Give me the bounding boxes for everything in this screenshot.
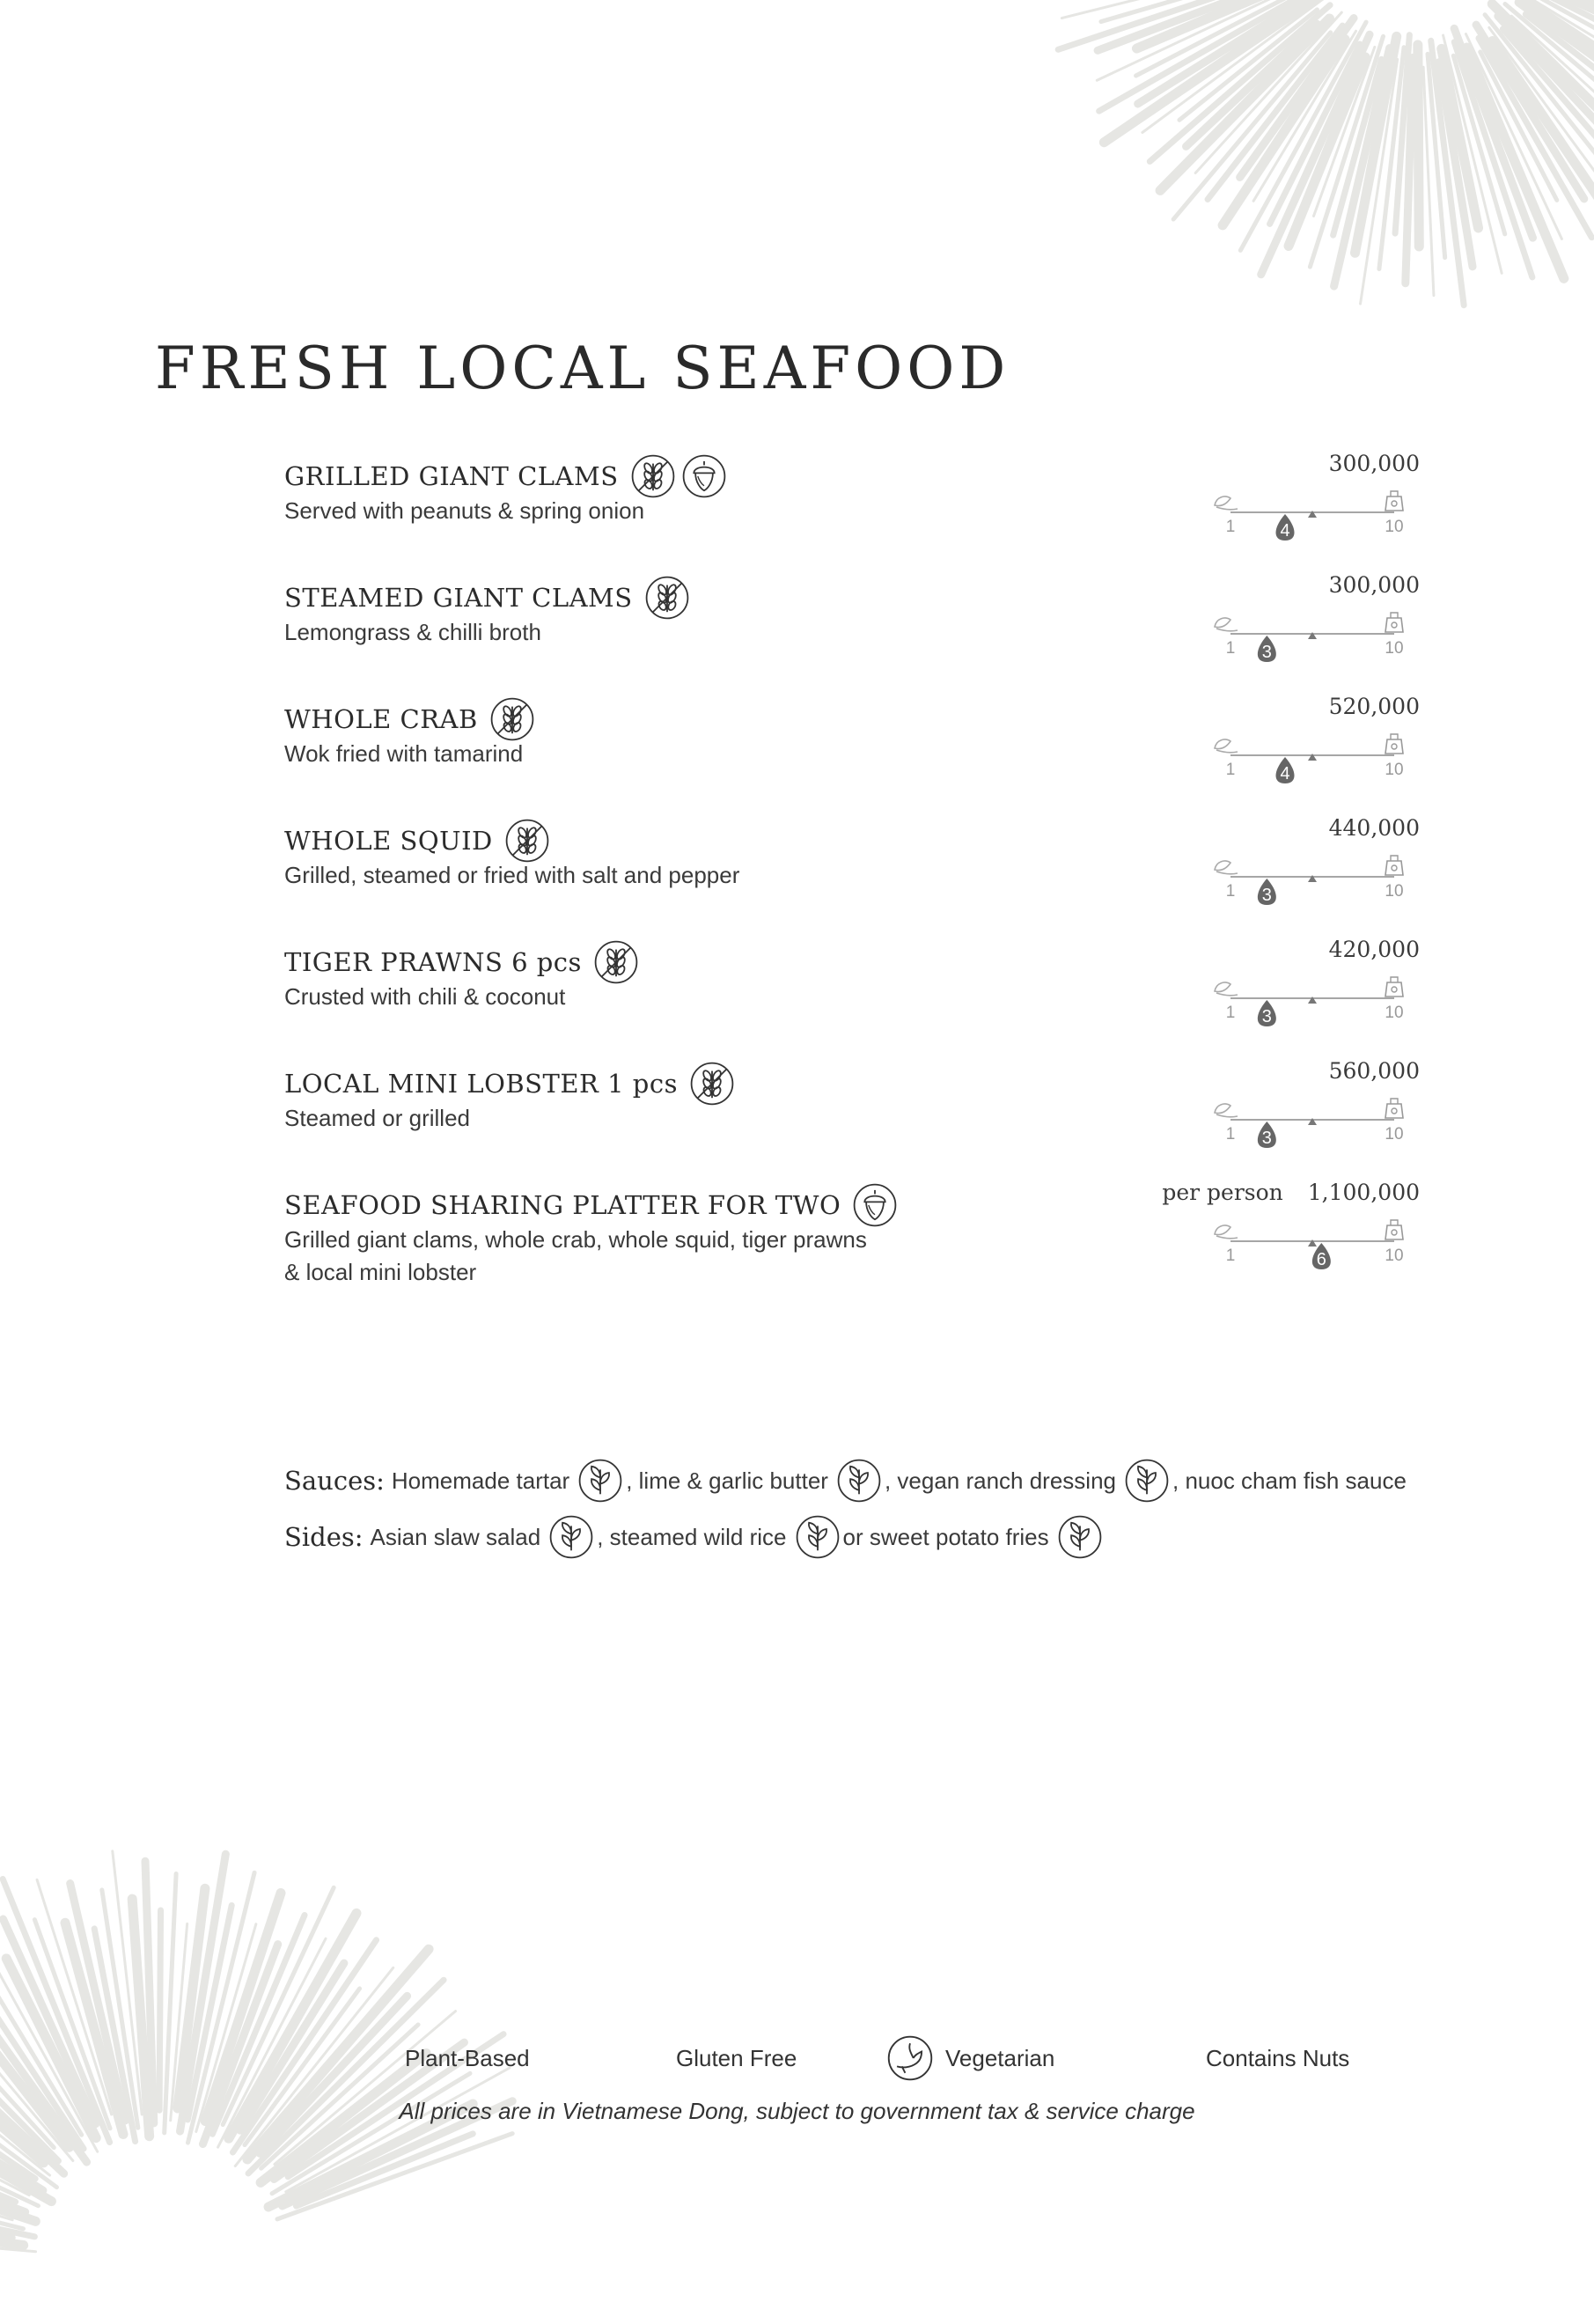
menu-item-price: 560,000 <box>1328 1058 1420 1084</box>
menu-item-name <box>284 938 640 986</box>
menu-item-description: Wok fried with tamarind <box>284 740 524 767</box>
menu-item-description: Served with peanuts & spring onion <box>284 497 645 524</box>
mild-leaf-icon <box>1215 982 1238 996</box>
menu-item-name-text: TIGER PRAWNS 6 pcs <box>284 947 582 977</box>
spice-max-label: 10 <box>1385 1004 1404 1022</box>
menu-item <box>284 692 1420 798</box>
menu-item-price: 420,000 <box>1328 937 1420 962</box>
contains-nuts-icon <box>1146 2034 1195 2083</box>
dietary-icons <box>688 1060 736 1107</box>
spice-scale <box>1211 972 1407 1038</box>
section-title: FRESH LOCAL SEAFOOD <box>155 335 1010 402</box>
hot-pot-icon <box>1385 613 1403 632</box>
spice-level-value: 3 <box>1261 643 1272 662</box>
gluten-free-icon <box>488 695 536 743</box>
price-disclaimer: All prices are in Vietnamese Dong, subject to government tax & service charge <box>399 2098 1195 2124</box>
spice-scale <box>1211 1215 1407 1281</box>
menu-item-name <box>284 695 536 743</box>
spice-min-label: 1 <box>1225 882 1236 901</box>
gluten-free-icon <box>643 574 691 621</box>
plant-based-icon <box>547 1513 595 1561</box>
spice-max-label: 10 <box>1385 761 1404 779</box>
sauces-option: , vegan ranch dressing <box>884 1467 1116 1494</box>
sides-line <box>284 1509 1517 1565</box>
menu-item-price-wrap <box>1329 451 1420 476</box>
menu-item-description: Grilled giant clams, whole crab, whole squid, tiger prawns & local mini lobster <box>284 1226 867 1285</box>
spice-scale <box>1211 486 1407 552</box>
spice-max-label: 10 <box>1385 1247 1404 1265</box>
dietary-legend <box>345 2034 1401 2083</box>
hot-pot-icon <box>1385 977 1403 997</box>
hot-pot-icon <box>1385 734 1403 754</box>
spice-min-label: 1 <box>1225 761 1236 779</box>
gluten-free-icon <box>688 1060 736 1107</box>
spice-min-label: 1 <box>1225 1125 1236 1144</box>
hot-pot-icon <box>1385 491 1403 511</box>
menu-item <box>284 449 1420 555</box>
menu-item <box>284 935 1420 1041</box>
spice-midpoint-marker <box>1308 997 1317 1004</box>
sauces-option: , lime & garlic butter <box>626 1467 828 1494</box>
sauces-option: Homemade tartar <box>391 1467 570 1494</box>
sauces-line <box>284 1452 1517 1509</box>
legend-plant-based-label: Plant-Based <box>405 2044 530 2071</box>
hot-pot-icon <box>1385 1220 1403 1239</box>
spice-max-label: 10 <box>1385 518 1404 536</box>
spice-min-label: 1 <box>1225 518 1236 536</box>
menu-item-price-wrap <box>1329 937 1420 962</box>
legend-contains-nuts <box>1146 2034 1349 2083</box>
plant-based-icon <box>1123 1457 1171 1504</box>
gluten-free-icon <box>629 452 677 500</box>
sides-option: , steamed wild rice <box>597 1523 787 1550</box>
menu-item-name-text: STEAMED GIANT CLAMS <box>284 583 633 613</box>
menu-item-name <box>284 1060 736 1107</box>
contains-nuts-icon <box>851 1181 899 1229</box>
mild-leaf-icon <box>1215 496 1238 510</box>
spice-level-value: 6 <box>1316 1250 1326 1269</box>
sides-label: Sides: <box>284 1522 364 1552</box>
sauces-option: , nuoc cham fish sauce <box>1172 1467 1407 1494</box>
spice-level-value: 4 <box>1280 764 1290 783</box>
menu-item-name <box>284 817 551 864</box>
menu-item-name-text: WHOLE CRAB <box>284 704 478 734</box>
menu-item-name-text: GRILLED GIANT CLAMS <box>284 461 619 491</box>
gluten-free-icon <box>592 938 640 986</box>
sides-option: Asian slaw salad <box>370 1523 541 1550</box>
hot-pot-icon <box>1385 1099 1403 1118</box>
menu-item-price-wrap <box>1329 572 1420 598</box>
menu-item-price-wrap <box>1329 815 1420 841</box>
menu-item <box>284 1178 1420 1283</box>
menu-item-price: 520,000 <box>1328 694 1420 719</box>
sauces-and-sides <box>284 1452 1517 1565</box>
spice-max-label: 10 <box>1385 1125 1404 1144</box>
dietary-icons <box>629 452 728 500</box>
menu-item-description: Steamed or grilled <box>284 1105 470 1131</box>
spice-max-label: 10 <box>1385 639 1404 658</box>
spice-scale <box>1211 607 1407 673</box>
dietary-icons <box>851 1181 899 1229</box>
menu-item-name <box>284 574 691 621</box>
spice-min-label: 1 <box>1225 639 1236 658</box>
menu-item <box>284 813 1420 919</box>
contains-nuts-icon <box>680 452 728 500</box>
legend-gluten-free-label: Gluten Free <box>676 2044 797 2071</box>
spice-min-label: 1 <box>1225 1004 1236 1022</box>
menu-item-name <box>284 452 728 500</box>
legend-vegetarian-label: Vegetarian <box>945 2044 1055 2071</box>
sauces-label: Sauces: <box>284 1466 385 1496</box>
menu-item-name <box>284 1181 899 1229</box>
menu-item-name-text: WHOLE SQUID <box>284 826 493 856</box>
menu-item <box>284 570 1420 676</box>
menu-item-price: 300,000 <box>1328 572 1420 598</box>
dietary-icons <box>488 695 536 743</box>
menu-item-description: Crusted with chili & coconut <box>284 983 566 1010</box>
menu-item-price: 440,000 <box>1328 815 1420 841</box>
dietary-icons <box>503 817 551 864</box>
menu-item-description: Grilled, steamed or fried with salt and pepper <box>284 862 740 888</box>
spice-level-value: 4 <box>1280 521 1290 541</box>
plant-based-icon <box>345 2034 394 2083</box>
spice-midpoint-marker <box>1308 1239 1317 1247</box>
sides-option: or sweet potato fries <box>842 1523 1049 1550</box>
menu-item-price-wrap <box>1329 694 1420 719</box>
mild-leaf-icon <box>1215 618 1238 631</box>
legend-plant-based <box>345 2034 616 2083</box>
plant-based-icon <box>794 1513 841 1561</box>
mild-leaf-icon <box>1215 1225 1238 1239</box>
price-prefix: per person <box>1162 1180 1283 1205</box>
spice-level-value: 3 <box>1261 886 1272 905</box>
menu-item-price: 1,100,000 <box>1307 1180 1420 1205</box>
mild-leaf-icon <box>1215 1104 1238 1117</box>
legend-gluten-free <box>616 2034 885 2083</box>
mild-leaf-icon <box>1215 861 1238 874</box>
hot-pot-icon <box>1385 856 1403 875</box>
plant-based-icon <box>1056 1513 1104 1561</box>
dietary-icons <box>643 574 691 621</box>
gluten-free-icon <box>503 817 551 864</box>
vegetarian-icon <box>885 2034 935 2083</box>
plant-based-icon <box>577 1457 624 1504</box>
gluten-free-icon <box>616 2034 665 2083</box>
spice-min-label: 1 <box>1225 1247 1236 1265</box>
legend-contains-nuts-label: Contains Nuts <box>1206 2044 1350 2071</box>
spice-level-value: 3 <box>1261 1007 1272 1026</box>
spice-max-label: 10 <box>1385 882 1404 901</box>
decorative-burst-top <box>959 0 1594 335</box>
menu-item-description: Lemongrass & chilli broth <box>284 619 541 645</box>
spice-scale <box>1211 850 1407 916</box>
mild-leaf-icon <box>1215 739 1238 753</box>
plant-based-icon <box>835 1457 883 1504</box>
dietary-icons <box>592 938 640 986</box>
decorative-burst-bottom <box>0 1849 563 2324</box>
legend-vegetarian <box>885 2034 1146 2083</box>
spice-level-value: 3 <box>1261 1129 1272 1148</box>
spice-midpoint-marker <box>1308 1118 1317 1125</box>
spice-scale <box>1211 1093 1407 1159</box>
menu-item-price: 300,000 <box>1328 451 1420 476</box>
menu-item-name-text: LOCAL MINI LOBSTER 1 pcs <box>284 1069 678 1099</box>
menu-item <box>284 1056 1420 1162</box>
spice-scale <box>1211 729 1407 795</box>
menu-item-price-wrap <box>1162 1180 1420 1205</box>
menu-item-price-wrap <box>1329 1058 1420 1084</box>
menu-item-name-text: SEAFOOD SHARING PLATTER FOR TWO <box>284 1190 841 1220</box>
